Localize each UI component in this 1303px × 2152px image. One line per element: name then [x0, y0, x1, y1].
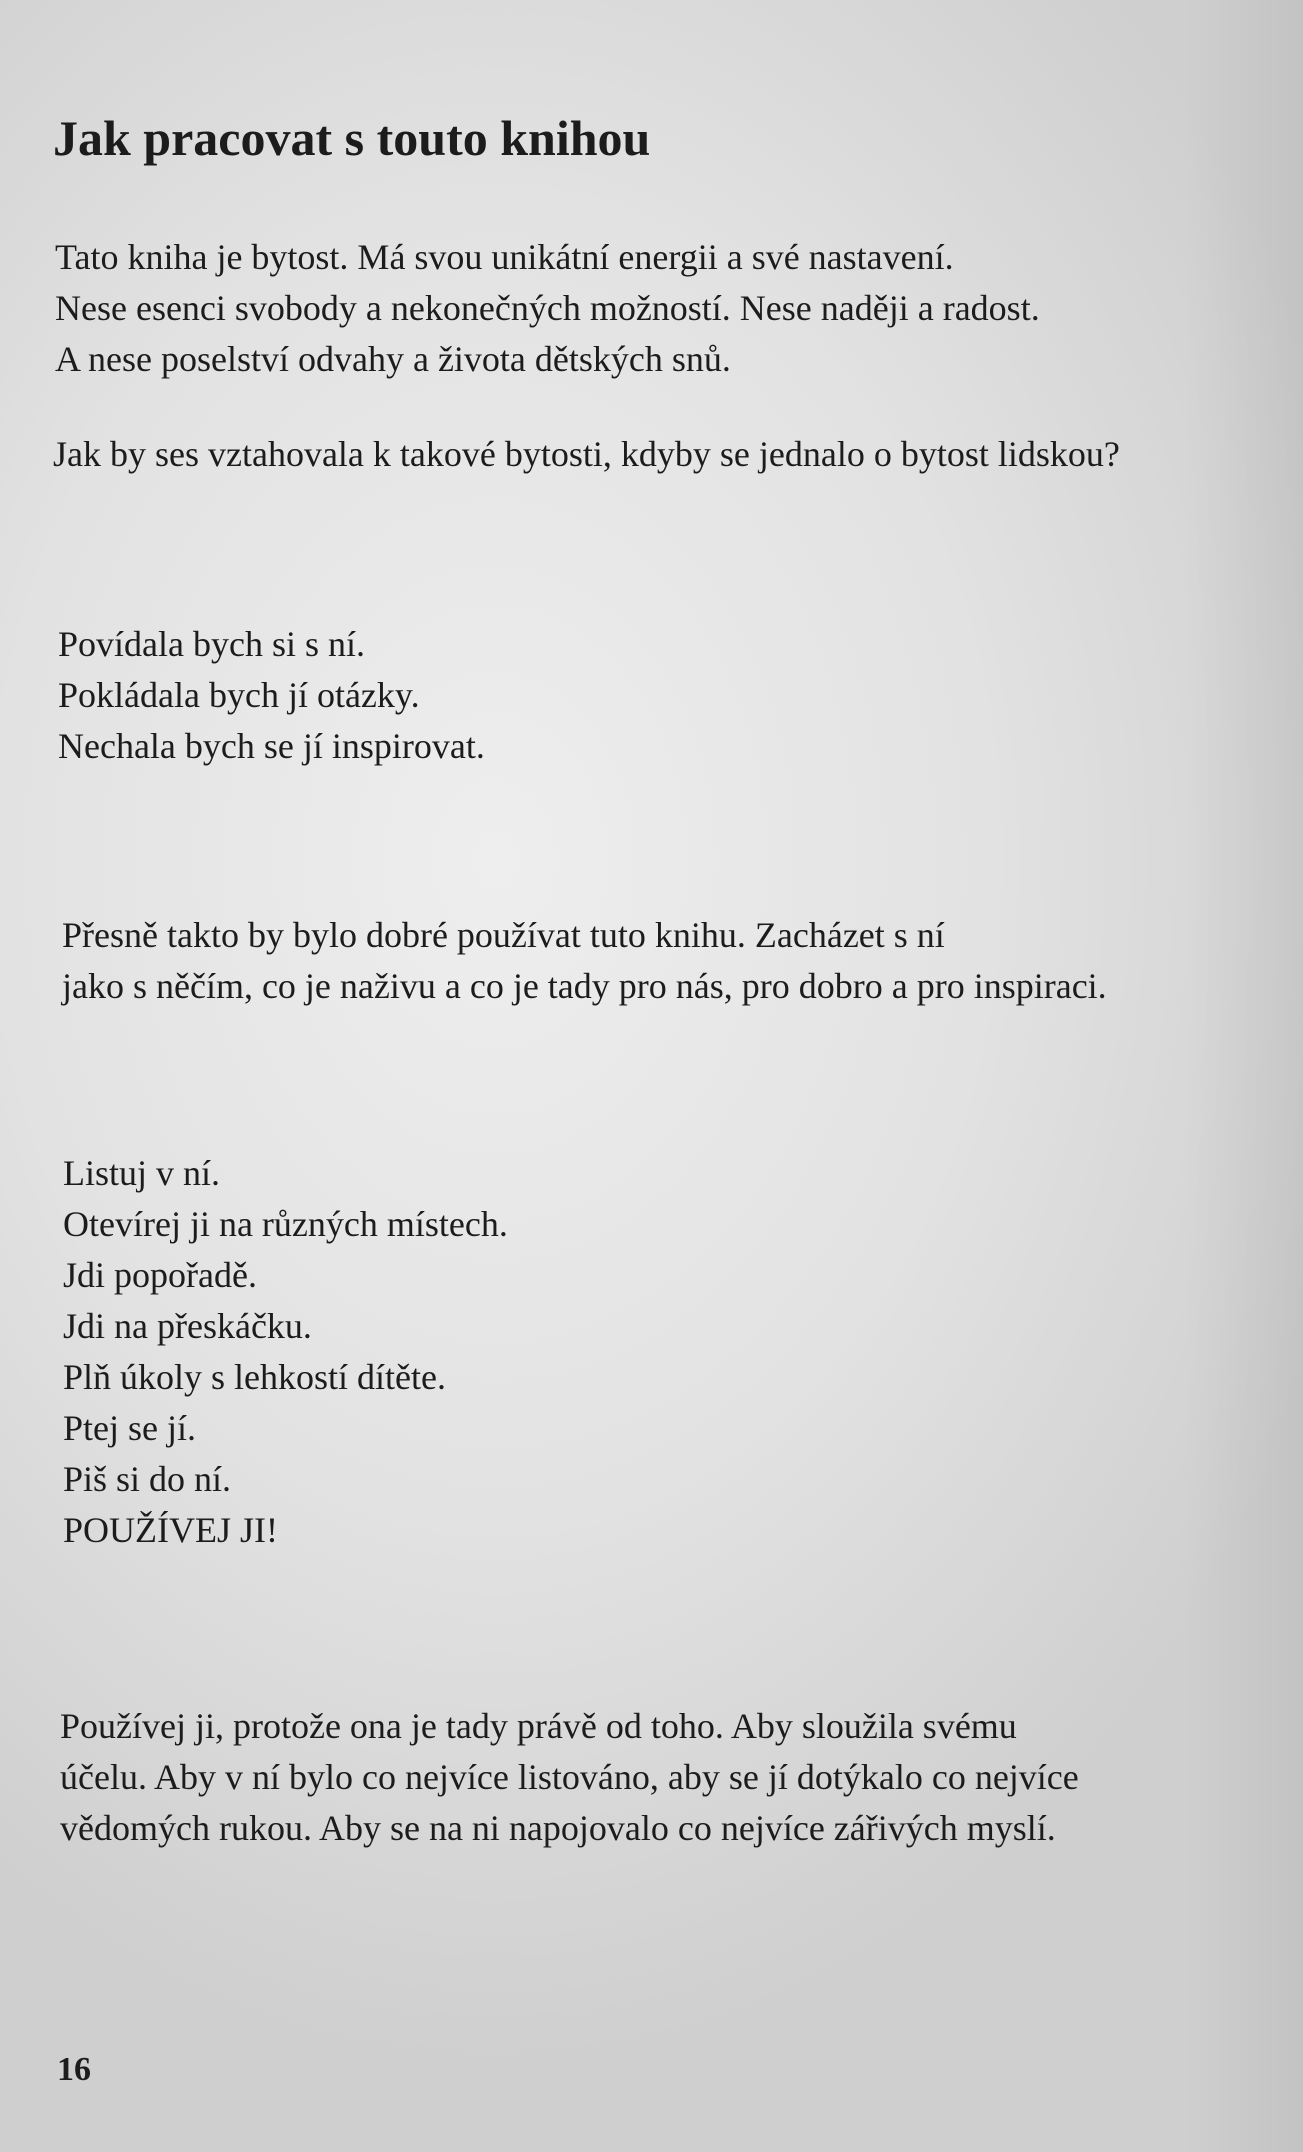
instruction-line: Plň úkoly s lehkostí dítěte.: [63, 1357, 446, 1397]
answers-paragraph: [58, 619, 485, 772]
page-title: Jak pracovat s touto knihou: [53, 110, 651, 166]
instruction-line: Jdi na přeskáčku.: [63, 1306, 312, 1346]
answer-line: Nechala bych se jí inspirovat.: [58, 726, 485, 766]
instruction-line: Ptej se jí.: [63, 1408, 196, 1448]
closing-line: vědomých rukou. Aby se na ni napojovalo co nejvíce zářivých myslí.: [60, 1808, 1056, 1848]
intro-paragraph: [55, 232, 1040, 385]
intro-line: Tato kniha je bytost. Má svou unikátní energii a své nastavení.: [55, 237, 954, 277]
instructions-list: [63, 1148, 508, 1556]
page-shadow: [1183, 0, 1303, 2152]
instruction-line: POUŽÍVEJ JI!: [63, 1510, 278, 1550]
answer-line: Povídala bych si s ní.: [58, 624, 365, 664]
instruction-line: Piš si do ní.: [63, 1459, 232, 1499]
closing-line: Používej ji, protože ona je tady právě od toho. Aby sloužila svému: [60, 1706, 1017, 1746]
question-paragraph: [53, 429, 1120, 480]
instruction-line: Otevírej ji na různých místech.: [63, 1204, 508, 1244]
closing-line: účelu. Aby v ní bylo co nejvíce listováno, aby se jí dotýkalo co nejvíce: [60, 1757, 1079, 1797]
usage-line: Přesně takto by bylo dobré používat tuto knihu. Zacházet s ní: [62, 915, 945, 955]
closing-paragraph: [60, 1701, 1079, 1854]
page-number: 16: [57, 2051, 91, 2088]
instruction-line: Listuj v ní.: [63, 1153, 221, 1193]
usage-paragraph: [62, 910, 1107, 1012]
usage-line: jako s něčím, co je naživu a co je tady pro nás, pro dobro a pro inspiraci.: [62, 966, 1107, 1006]
intro-line: A nese poselství odvahy a života dětských snů.: [55, 339, 731, 379]
answer-line: Pokládala bych jí otázky.: [58, 675, 420, 715]
question-line: Jak by ses vztahovala k takové bytosti, kdyby se jednalo o bytost lidskou?: [53, 434, 1120, 474]
intro-line: Nese esenci svobody a nekonečných možností. Nese naději a radost.: [55, 288, 1040, 328]
instruction-line: Jdi popořadě.: [63, 1255, 257, 1295]
